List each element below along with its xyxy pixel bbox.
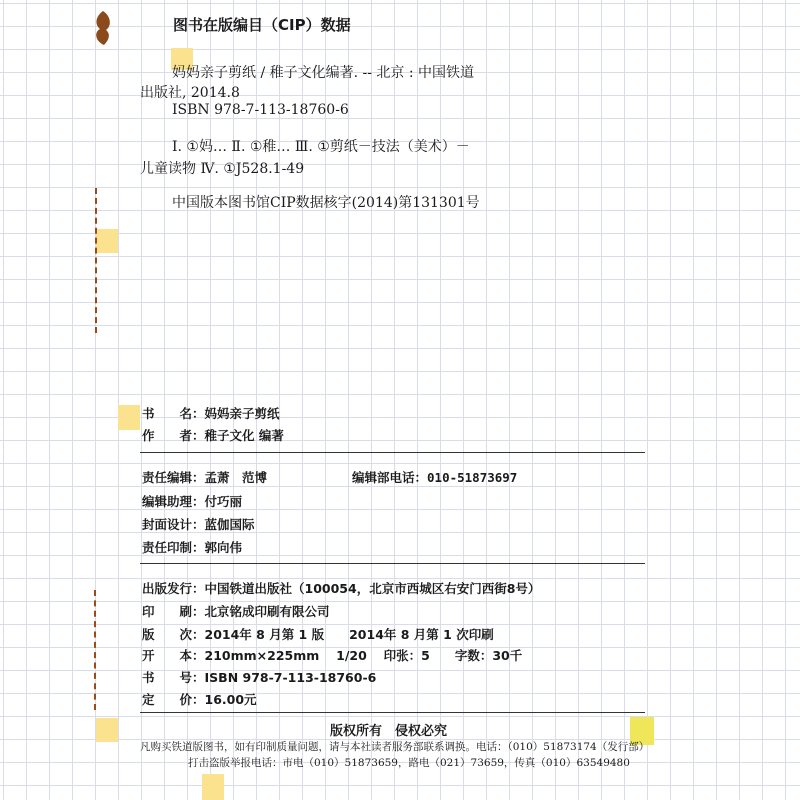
book-author-label: 作 者： <box>142 428 205 443</box>
printer-value: 北京铭成印刷有限公司 <box>204 604 330 619</box>
editor-row <box>142 468 267 486</box>
book-title-label: 书 名： <box>142 406 205 421</box>
divider <box>140 452 645 453</box>
edition-value: 2014年 8 月第 1 版 2014年 8 月第 1 次印刷 <box>204 627 494 642</box>
printer-row <box>142 602 330 620</box>
cip-line-2: 出版社, 2014.8 <box>140 85 240 101</box>
format-label: 开 本： <box>142 648 205 663</box>
format-row <box>142 646 522 664</box>
cip-class-line-2: 儿童读物 Ⅳ. ①J528.1-49 <box>140 161 305 177</box>
editor-phone-label: 编辑部电话： <box>352 470 428 485</box>
editor-phone-row <box>352 468 517 486</box>
assistant-label: 编辑助理： <box>142 494 205 509</box>
book-number-value: ISBN 978-7-113-18760-6 <box>204 670 377 685</box>
book-number-row <box>142 668 376 686</box>
assistant-value: 付巧丽 <box>204 494 243 509</box>
cover-design-label: 封面设计： <box>142 517 205 532</box>
yellow-square-decoration <box>202 774 224 800</box>
publisher-row <box>142 579 540 597</box>
print-manager-label: 责任印制： <box>142 540 205 555</box>
divider <box>140 563 645 564</box>
cip-catalog-number: 中国版本图书馆CIP数据核字(2014)第131301号 <box>172 195 480 211</box>
format-value: 210mm×225mm 1/20 印张：5 字数：30千 <box>204 648 523 663</box>
print-manager-row <box>142 538 242 556</box>
dashed-line-decoration <box>94 590 96 710</box>
cip-title: 图书在版编目（CIP）数据 <box>173 16 351 34</box>
editor-value: 孟萧 范博 <box>204 470 268 485</box>
book-author-row <box>142 426 284 444</box>
editor-label: 责任编辑： <box>142 470 205 485</box>
rights-title: 版权所有 侵权必究 <box>330 724 448 739</box>
dashed-line-decoration <box>95 188 97 333</box>
rights-notice-2: 打击盗版举报电话：市电（010）51873659，路电（021）73659，传真（010）63549480 <box>188 757 630 769</box>
price-label: 定 价： <box>142 692 205 707</box>
publisher-value: 中国铁道出版社（100054，北京市西城区右安门西街8号） <box>204 581 541 596</box>
assistant-row <box>142 492 242 510</box>
edition-label: 版 次： <box>142 627 205 642</box>
book-author-value: 稚子文化 编著 <box>204 428 284 443</box>
book-title-row <box>142 404 280 422</box>
editor-phone-value: 010-51873697 <box>427 470 518 485</box>
publisher-label: 出版发行： <box>142 581 205 596</box>
book-number-label: 书 号： <box>142 670 205 685</box>
rights-notice-1: 凡购买铁道版图书，如有印制质量问题，请与本社读者服务部联系调换。电话：（010）51873174（发行部） <box>140 741 650 753</box>
yellow-square-decoration <box>96 229 118 253</box>
price-value: 16.00元 <box>204 692 257 707</box>
print-manager-value: 郭向伟 <box>204 540 243 555</box>
book-title-value: 妈妈亲子剪纸 <box>204 406 280 421</box>
edition-row <box>142 625 494 643</box>
yellow-square-decoration <box>96 718 118 742</box>
leaf-decoration-icon <box>92 10 114 46</box>
cip-isbn: ISBN 978-7-113-18760-6 <box>172 102 349 118</box>
price-row <box>142 690 257 708</box>
yellow-square-decoration <box>118 405 140 430</box>
cip-class-line-1: Ⅰ. ①妈… Ⅱ. ①稚… Ⅲ. ①剪纸－技法（美术）－ <box>172 139 470 155</box>
cover-design-value: 蓝伽国际 <box>204 517 255 532</box>
divider <box>140 712 645 713</box>
cover-design-row <box>142 515 255 533</box>
cip-line-1: 妈妈亲子剪纸 / 稚子文化编著. -- 北京 : 中国铁道 <box>172 65 475 81</box>
printer-label: 印 刷： <box>142 604 205 619</box>
